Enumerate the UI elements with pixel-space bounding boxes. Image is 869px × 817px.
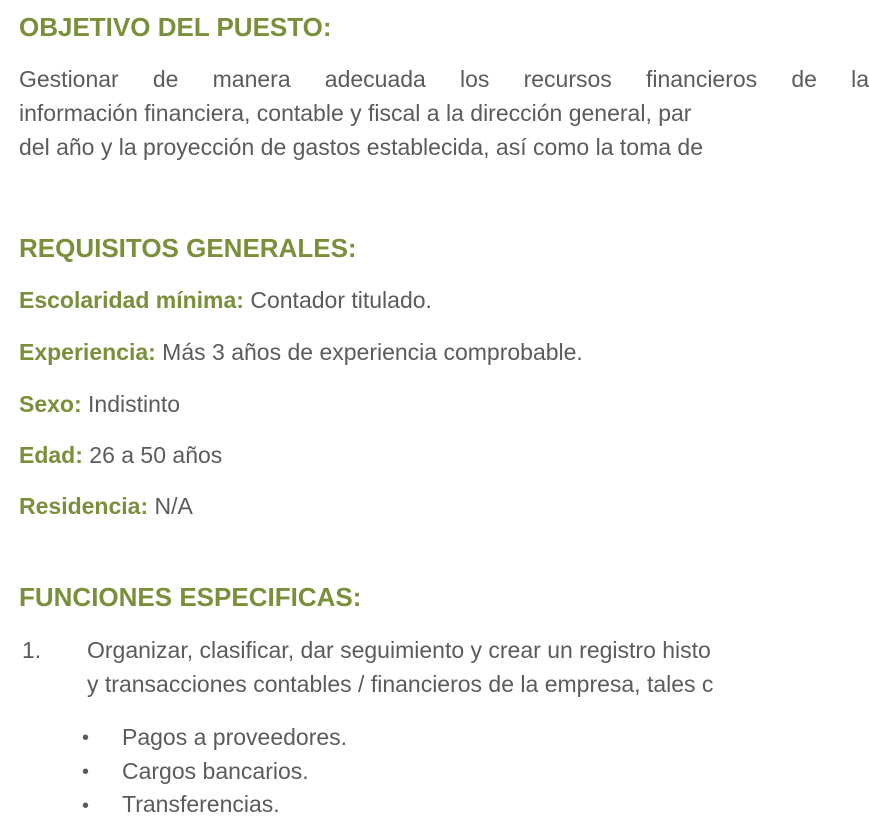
- objetivo-heading: OBJETIVO DEL PUESTO:: [19, 12, 332, 42]
- objetivo-line-1-text: Gestionar de manera adecuada los recursos financieros de la: [19, 66, 869, 92]
- bullet-dot: •: [82, 727, 90, 749]
- requisito-value: 26 a 50 años: [82, 442, 223, 468]
- funciones-heading: FUNCIONES ESPECIFICAS:: [19, 582, 362, 612]
- requisito-value: Contador titulado.: [243, 287, 432, 313]
- bullet-item: Cargos bancarios.: [122, 758, 309, 784]
- objetivo-line-3: del año y la proyección de gastos establecida, así como la toma de: [19, 134, 704, 160]
- requisito-label: Sexo:: [19, 391, 82, 417]
- bullet-item: Pagos a proveedores.: [122, 724, 348, 750]
- requisito-label: Edad:: [19, 442, 83, 468]
- requisito-value: Indistinto: [81, 391, 181, 417]
- bullet-dot: •: [82, 761, 90, 783]
- requisito-escolaridad: [19, 289, 432, 312]
- requisito-edad: [19, 444, 222, 467]
- requisito-label: Experiencia:: [19, 339, 156, 365]
- requisito-value: Más 3 años de experiencia comprobable.: [155, 339, 583, 365]
- funcion-number: 1.: [22, 637, 42, 663]
- funcion-line-1: Organizar, clasificar, dar seguimiento y crear un registro histo: [87, 637, 711, 663]
- funcion-line-2: y transacciones contables / financieros de la empresa, tales c: [87, 671, 714, 697]
- objetivo-line-1: [19, 68, 869, 91]
- requisitos-heading: REQUISITOS GENERALES:: [19, 233, 357, 263]
- requisito-residencia: [19, 495, 193, 518]
- objetivo-line-2: información financiera, contable y fiscal a la dirección general, par: [19, 100, 692, 126]
- bullet-item: Transferencias.: [122, 791, 280, 817]
- requisito-experiencia: [19, 341, 583, 364]
- requisito-value: N/A: [148, 493, 193, 519]
- requisito-label: Residencia:: [19, 493, 149, 519]
- bullet-dot: •: [82, 795, 90, 817]
- requisito-label: Escolaridad mínima:: [19, 287, 244, 313]
- requisito-sexo: [19, 393, 180, 416]
